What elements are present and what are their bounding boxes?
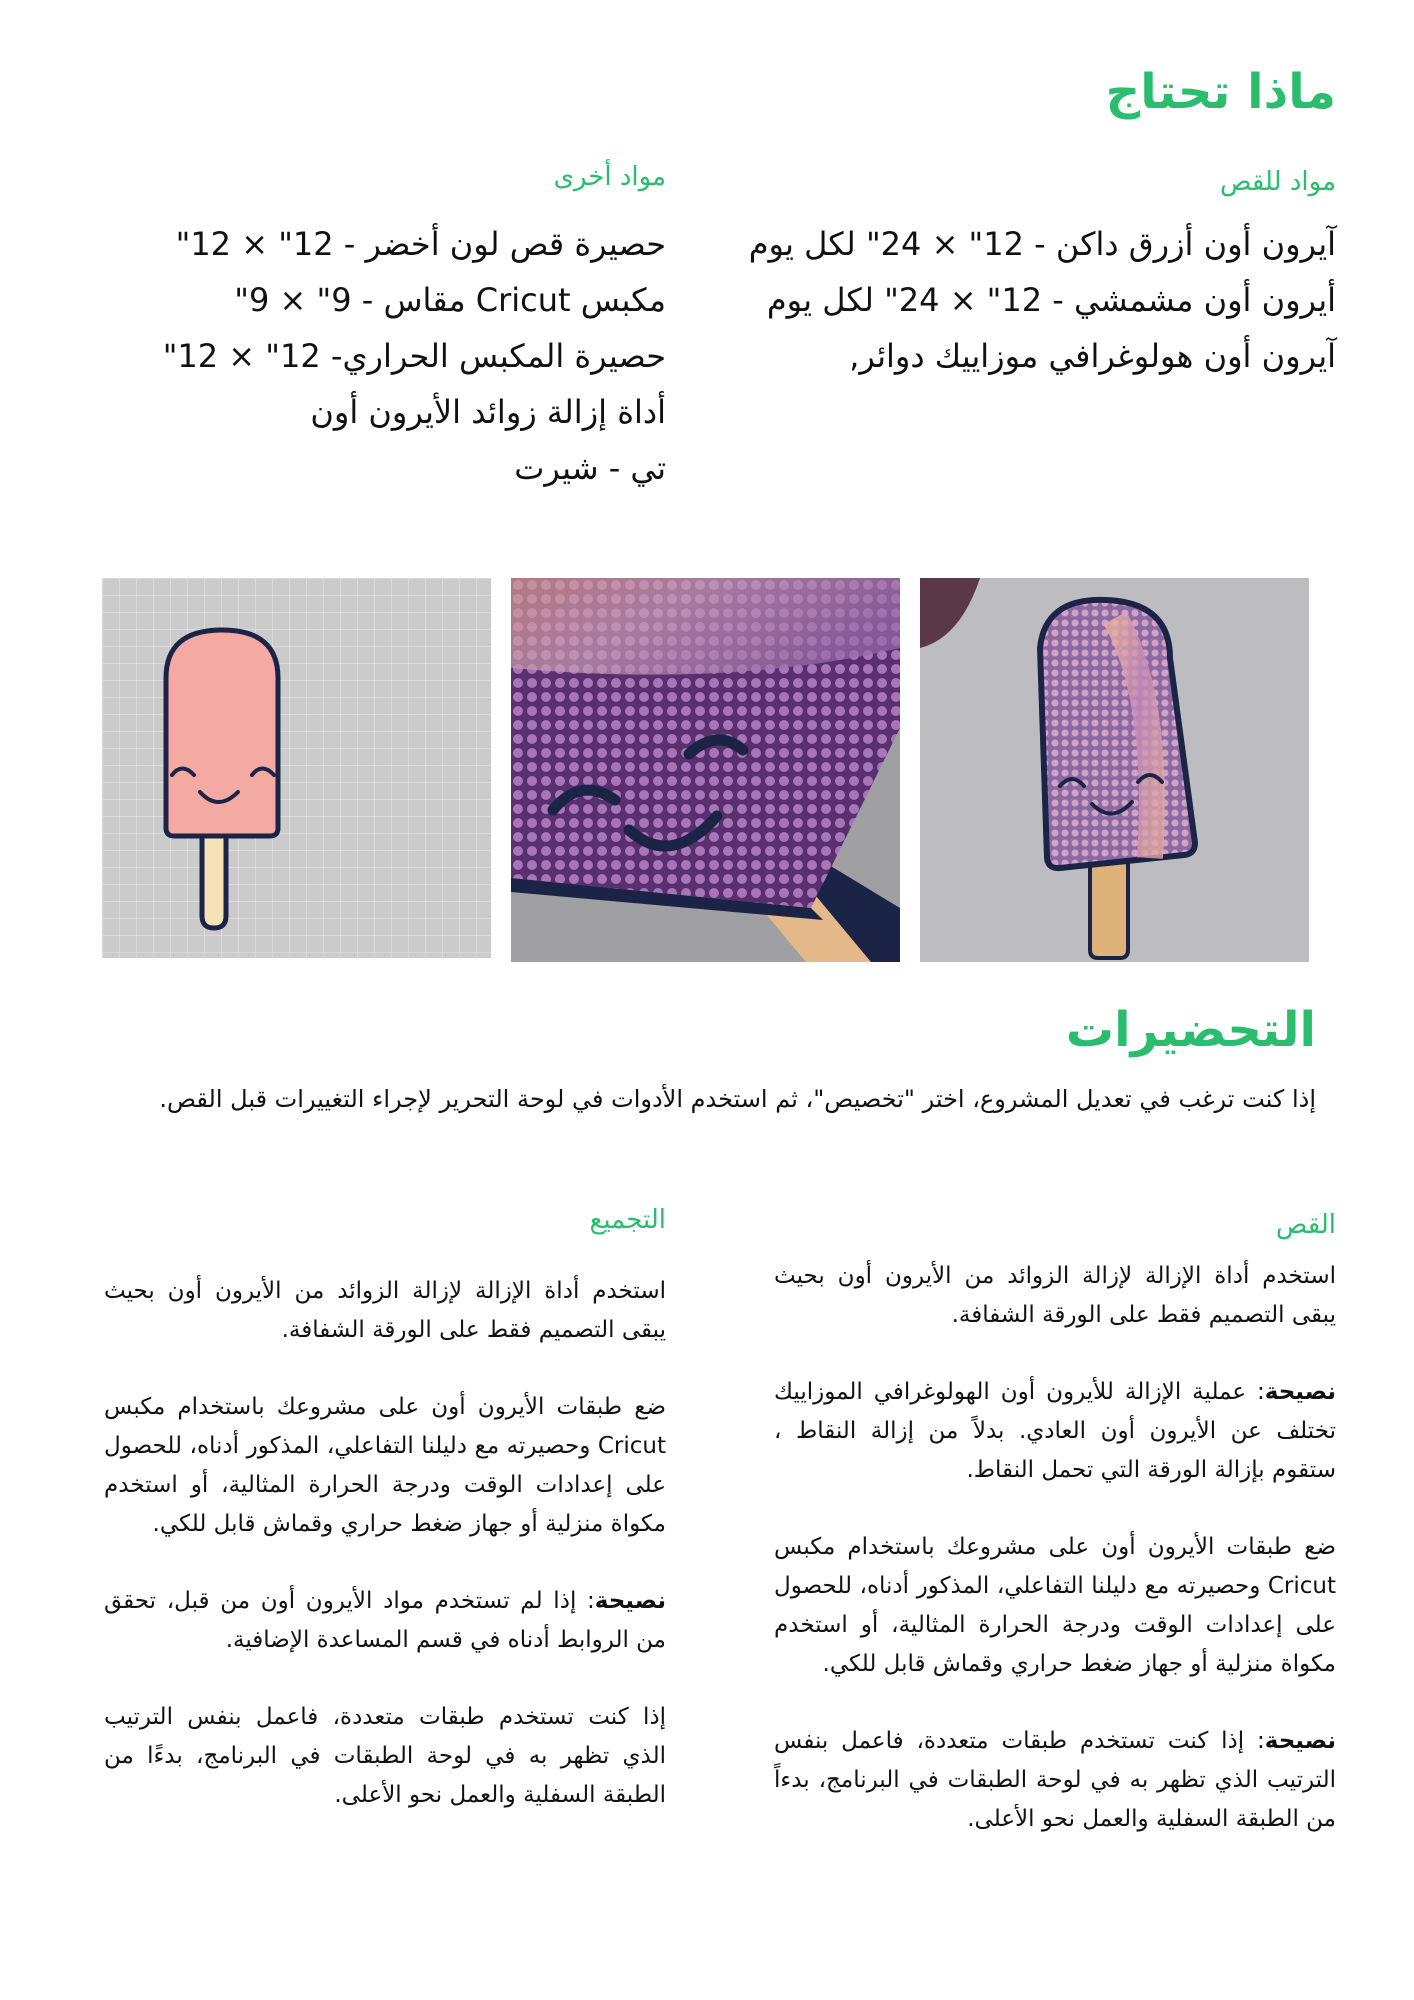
cutting-materials-list bbox=[749, 216, 1336, 384]
cutting-material-item: آيرون أون أزرق داكن - 12" × 24" لكل يوم bbox=[748, 225, 1336, 263]
cutting-tip bbox=[774, 1373, 1336, 1490]
finished-tshirt-image bbox=[920, 578, 1309, 962]
other-material-item: تي - شيرت bbox=[514, 449, 666, 487]
holographic-closeup-image bbox=[511, 578, 900, 962]
cutting-materials-heading: مواد للقص bbox=[1220, 167, 1336, 197]
cutting-paragraph: استخدم أداة الإزالة لإزالة الزوائد من الأيرون أون بحيث يبقى التصميم فقط على الورقة الشفافة. bbox=[774, 1263, 1336, 1328]
tip-label: نصيحة bbox=[1264, 1379, 1336, 1405]
other-material-item: حصيرة المكبس الحراري- 12" × 12" bbox=[162, 337, 666, 375]
preparation-title: التحضيرات bbox=[1065, 1002, 1316, 1058]
other-materials-heading: مواد أخرى bbox=[553, 162, 666, 192]
cutting-paragraph: ضع طبقات الأيرون أون على مشروعك باستخدام مكبس Cricut وحصيرته مع دليلنا التفاعلي، المذكور أدناه، للحصول على إعدادات الوقت ودرجة الحرارة المثالية، أو استخدم مكواة منزلية أو جهاز ضغط حراري وقماش قابل للكي. bbox=[774, 1534, 1336, 1677]
cutting-heading: القص bbox=[1275, 1210, 1336, 1240]
assembly-heading: التجميع bbox=[589, 1205, 666, 1235]
tip-label: نصيحة bbox=[1264, 1728, 1336, 1754]
page-title: ماذا تحتاج bbox=[1105, 64, 1336, 120]
tip-text: : إذا كنت تستخدم طبقات متعددة، فاعمل بنفس الترتيب الذي تظهر به في لوحة الطبقات في البرنامج، بدءاً من الطبقة السفلية والعمل نحو الأعلى. bbox=[774, 1728, 1336, 1832]
cutting-material-item: آيرون أون هولوغرافي موزاييك دوائر, bbox=[849, 337, 1336, 375]
tip-label: نصيحة bbox=[594, 1588, 666, 1614]
cutting-tip bbox=[774, 1722, 1336, 1839]
cutting-material-item: أيرون أون مشمشي - 12" × 24" لكل يوم bbox=[766, 281, 1336, 319]
other-material-item: مكبس Cricut مقاس - 9" × 9" bbox=[234, 281, 666, 319]
assembly-paragraph: استخدم أداة الإزالة لإزالة الزوائد من الأيرون أون بحيث يبقى التصميم فقط على الورقة الشفافة. bbox=[104, 1278, 666, 1343]
assembly-section-body bbox=[104, 1272, 666, 1853]
assembly-paragraph: إذا كنت تستخدم طبقات متعددة، فاعمل بنفس الترتيب الذي تظهر به في لوحة الطبقات في البرنامج، بدءًا من الطبقة السفلية والعمل نحو الأعلى. bbox=[104, 1704, 666, 1808]
assembly-tip bbox=[104, 1582, 666, 1660]
popsicle-design-image bbox=[102, 578, 491, 958]
other-material-item: حصيرة قص لون أخضر - 12" × 12" bbox=[175, 225, 666, 263]
assembly-paragraph: ضع طبقات الأيرون أون على مشروعك باستخدام مكبس Cricut وحصيرته مع دليلنا التفاعلي، المذكور أدناه، للحصول على إعدادات الوقت ودرجة الحرارة المثالية، أو استخدم مكواة منزلية أو جهاز ضغط حراري وقماش قابل للكي. bbox=[104, 1394, 666, 1537]
other-material-item: أداة إزالة زوائد الأيرون أون bbox=[310, 393, 666, 431]
preparation-intro: إذا كنت ترغب في تعديل المشروع، اختر "تخصيص"، ثم استخدم الأدوات في لوحة التحرير لإجراء التغييرات قبل القص. bbox=[159, 1085, 1316, 1113]
tip-text: : إذا لم تستخدم مواد الأيرون أون من قبل، تحقق من الروابط أدناه في قسم المساعدة الإضافية. bbox=[104, 1588, 666, 1653]
tip-text: : عملية الإزالة للأيرون أون الهولوغرافي الموزاييك تختلف عن الأيرون أون العادي. بدلاً من إزالة النقاط ، ستقوم بإزالة الورقة التي تحمل النقاط. bbox=[774, 1379, 1336, 1483]
other-materials-list bbox=[163, 216, 666, 496]
cutting-section-body bbox=[774, 1257, 1336, 1877]
